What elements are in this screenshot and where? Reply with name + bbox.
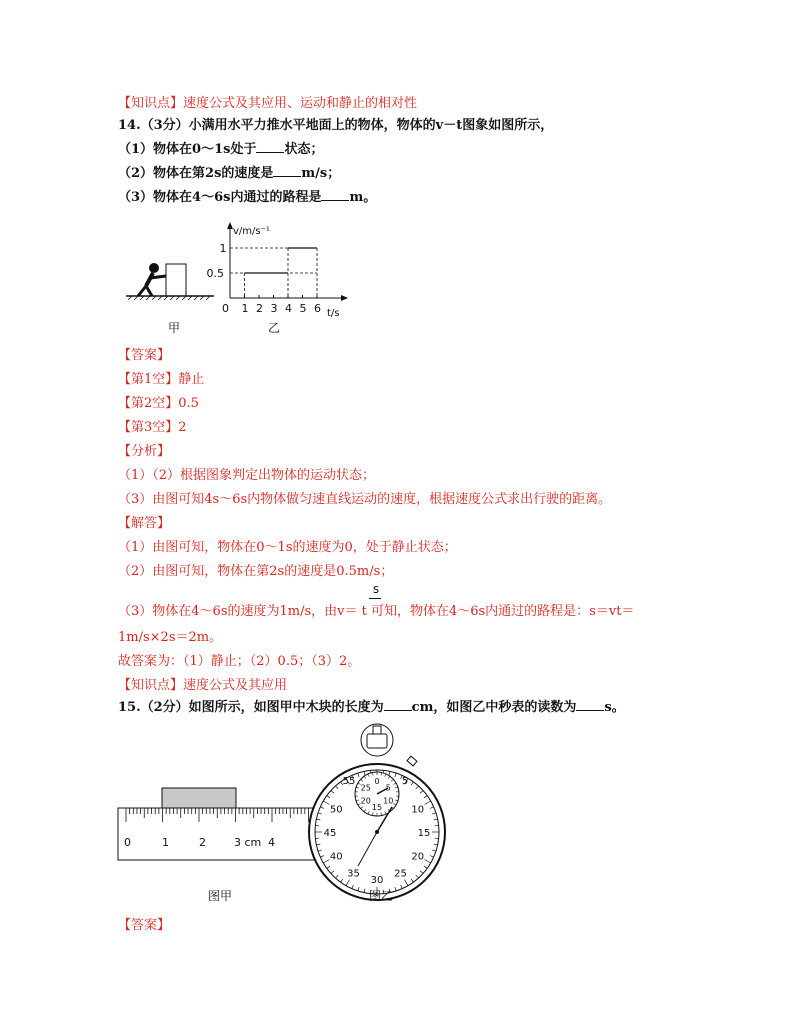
- ruler-body: [118, 808, 314, 860]
- q14-stem: 14.（3分）小满用水平力推水平地面上的物体，物体的v－t图象如图所示，: [118, 118, 554, 133]
- vt-graph: [207, 222, 349, 319]
- q14-part2-text: （2）物体在第2s的速度是: [118, 166, 274, 181]
- blank3-answer: 【第3空】2: [118, 420, 187, 435]
- ruler-label-2: 2: [199, 836, 206, 849]
- minute-dial-number: 25: [360, 783, 371, 793]
- fig-jia-label: 图甲: [208, 889, 233, 903]
- analysis-label: 【分析】: [118, 444, 171, 459]
- q15-stem: [118, 698, 625, 718]
- x-tick-label: 6: [314, 302, 321, 315]
- dial-number: 10: [411, 804, 425, 816]
- fraction-bar: [369, 598, 381, 599]
- person-arm: [150, 276, 166, 278]
- solution-line-4: 1m/s×2s＝2m。: [118, 630, 223, 645]
- ruler-label-4: 4: [268, 836, 275, 849]
- person-leg: [146, 286, 152, 296]
- x-tick-label: 0: [222, 302, 229, 315]
- q15-stem-part-c: s。: [604, 700, 625, 715]
- q14-part1-end: 状态；: [284, 142, 324, 157]
- q14-figures: [120, 212, 360, 340]
- q15-figures: [110, 722, 450, 912]
- fig-yi-label: 图乙: [369, 889, 394, 903]
- solution-line-1: （1）由图可知，物体在0～1s的速度为0，处于静止状态；: [118, 540, 457, 555]
- person-head: [149, 263, 159, 273]
- minute-dial-number: 20: [360, 796, 371, 806]
- blank-line: [321, 188, 349, 201]
- q15-stem-part-b: cm，如图乙中秒表的读数为: [411, 700, 577, 715]
- y-tick-label: 1: [219, 242, 227, 255]
- blank-line: [384, 698, 412, 711]
- analysis-line-1: （1）（2）根据图象判定出物体的运动状态；: [118, 468, 376, 483]
- fig-jia-label: 甲: [168, 321, 181, 335]
- dial-number: 40: [329, 851, 343, 863]
- minute-dial-number: 15: [371, 803, 383, 812]
- blank-line: [273, 164, 301, 177]
- q14-part2: [118, 164, 340, 184]
- final-answer: 故答案为：（1）静止；（2）0.5；（3）2。: [118, 654, 361, 669]
- y-tick-label: 0.5: [206, 267, 224, 280]
- x-tick-label: 1: [241, 302, 249, 315]
- ruler-label-3cm: 3 cm: [234, 836, 262, 849]
- q15-stem-part-a: 15.（2分）如图所示，如图甲中木块的长度为: [118, 700, 384, 715]
- blank-line: [256, 140, 284, 153]
- q14-part3-text: （3）物体在4～6s内通过的路程是: [118, 190, 322, 205]
- fig-yi-label: 乙: [268, 321, 281, 335]
- ruler-label-1: 1: [162, 836, 169, 849]
- dial-number: 45: [323, 828, 337, 839]
- person-pushing-block-figure: [126, 263, 214, 300]
- dial-number: 20: [411, 851, 425, 863]
- q14-part1: [118, 140, 323, 160]
- blank1-answer: 【第1空】静止: [118, 372, 205, 387]
- q13-knowledge-point: 【知识点】速度公式及其应用、运动和静止的相对性: [118, 96, 418, 111]
- q14-part2-end: m/s；: [301, 166, 341, 181]
- fraction-numerator: s: [372, 582, 380, 596]
- stopwatch-crown: [373, 726, 381, 734]
- q14-part1-text: （1）物体在0～1s处于: [118, 142, 257, 157]
- second-hand-pivot: [375, 830, 379, 834]
- analysis-line-2: （3）由图可知4s～6s内物体做匀速直线运动的速度，根据速度公式求出行驶的距离。: [118, 492, 612, 507]
- solution-label: 【解答】: [118, 516, 171, 531]
- minute-dial-number: 0: [374, 777, 380, 786]
- q14-part3: [118, 188, 376, 208]
- x-tick-label: 5: [299, 302, 307, 315]
- blank-line: [576, 698, 604, 711]
- x-tick-label: 2: [256, 302, 263, 315]
- ruler-label-0: 0: [124, 836, 131, 849]
- stopwatch-side-button: [407, 756, 417, 766]
- person-body: [146, 273, 153, 286]
- solution-line-2: （2）由图可知，物体在第2s的速度是0.5m/s；: [118, 564, 394, 579]
- t-axis-label: t/s: [327, 308, 340, 319]
- blank2-answer: 【第2空】0.5: [118, 396, 199, 411]
- x-tick-label: 4: [285, 302, 292, 315]
- person-leg: [138, 286, 146, 296]
- pushed-block: [166, 264, 186, 296]
- q14-knowledge-point: 【知识点】速度公式及其应用: [118, 678, 288, 693]
- dial-number: 15: [417, 828, 431, 839]
- solution-line-3: （3）物体在4～6s的速度为1m/s，由v＝ t 可知，物体在4～6s内通过的路程是：s＝vt＝: [118, 604, 635, 619]
- dial-number: 55: [342, 776, 356, 787]
- stopwatch-figure: [309, 724, 445, 900]
- stopwatch-button: [367, 734, 387, 748]
- x-tick-label: 3: [270, 302, 278, 315]
- dial-number: 50: [329, 804, 343, 816]
- dial-number: 35: [347, 868, 360, 880]
- minute-dial-number: 10: [383, 796, 394, 806]
- minute-dial-number: 5: [385, 783, 391, 793]
- ruler-figure: [118, 788, 314, 860]
- wooden-block: [162, 788, 236, 808]
- dial-number: 30: [370, 875, 384, 886]
- t-axis-arrow: [341, 295, 348, 301]
- answer-label: 【答案】: [118, 348, 171, 363]
- q15-answer-label: 【答案】: [118, 918, 171, 933]
- dial-number: 25: [394, 868, 407, 880]
- q14-part3-end: m。: [349, 190, 377, 205]
- v-axis-label: v/m/s⁻¹: [233, 226, 270, 237]
- dial-number: 5: [401, 776, 409, 787]
